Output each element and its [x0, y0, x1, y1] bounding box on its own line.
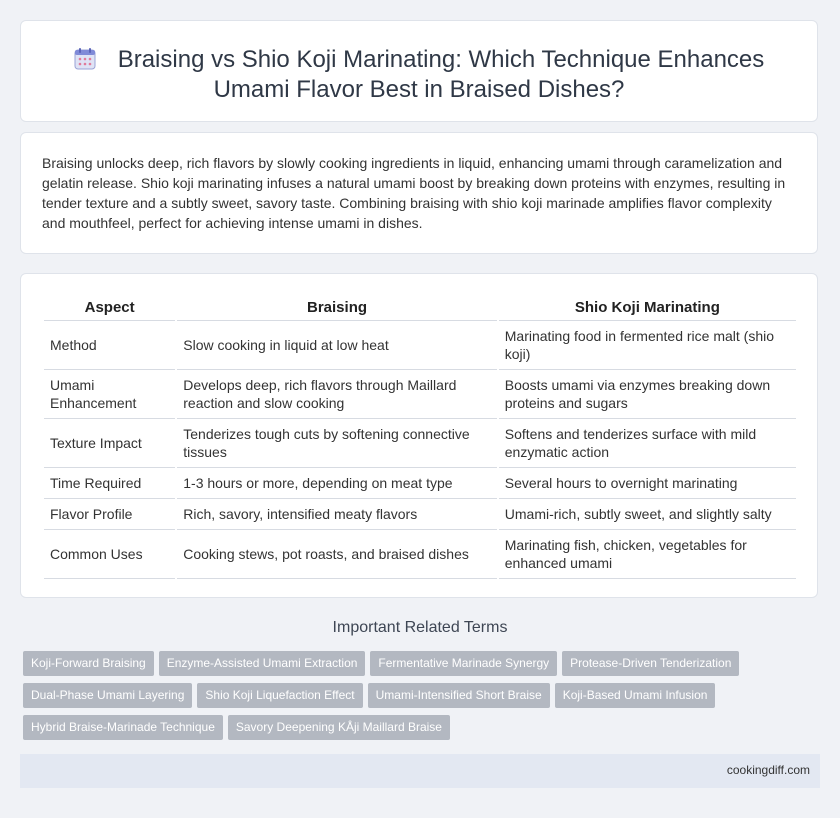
row-braising: Tenderizes tough cuts by softening connective tissues: [177, 419, 497, 468]
row-shio-koji: Marinating fish, chicken, vegetables for enhanced umami: [499, 530, 796, 579]
row-aspect: Time Required: [44, 468, 175, 499]
related-term-tag[interactable]: Enzyme-Assisted Umami Extraction: [159, 651, 366, 676]
table-row: [44, 468, 796, 499]
related-term-tag[interactable]: Dual-Phase Umami Layering: [23, 683, 192, 708]
row-aspect: Texture Impact: [44, 419, 175, 468]
related-term-tag[interactable]: Shio Koji Liquefaction Effect: [197, 683, 362, 708]
table-row: [44, 370, 796, 419]
header-aspect: Aspect: [44, 294, 175, 321]
calendar-icon: [74, 48, 96, 70]
row-braising: 1-3 hours or more, depending on meat type: [177, 468, 497, 499]
header-braising: Braising: [177, 294, 497, 321]
table-row: [44, 530, 796, 579]
row-braising: Develops deep, rich flavors through Maillard reaction and slow cooking: [177, 370, 497, 419]
related-term-tag[interactable]: Koji-Forward Braising: [23, 651, 154, 676]
related-term-tag[interactable]: Protease-Driven Tenderization: [562, 651, 739, 676]
title-card: [20, 20, 818, 122]
row-shio-koji: Umami-rich, subtly sweet, and slightly salty: [499, 499, 796, 530]
row-shio-koji: Marinating food in fermented rice malt (shio koji): [499, 321, 796, 370]
related-term-tag[interactable]: Umami-Intensified Short Braise: [368, 683, 550, 708]
table-row: [44, 419, 796, 468]
row-shio-koji: Several hours to overnight marinating: [499, 468, 796, 499]
table-header-row: [44, 294, 796, 321]
related-term-tag[interactable]: Koji-Based Umami Infusion: [555, 683, 716, 708]
comparison-card: [20, 273, 818, 598]
table-row: [44, 321, 796, 370]
table-row: [44, 499, 796, 530]
row-aspect: Common Uses: [44, 530, 175, 579]
row-braising: Rich, savory, intensified meaty flavors: [177, 499, 497, 530]
row-braising: Cooking stews, pot roasts, and braised dishes: [177, 530, 497, 579]
intro-card: [20, 132, 818, 254]
row-shio-koji: Boosts umami via enzymes breaking down proteins and sugars: [499, 370, 796, 419]
title-line-2: Umami Flavor Best in Braised Dishes?: [213, 76, 625, 103]
header-shio-koji: Shio Koji Marinating: [499, 294, 796, 321]
row-shio-koji: Softens and tenderizes surface with mild enzymatic action: [499, 419, 796, 468]
footer-site-link[interactable]: cookingdiff.com: [726, 763, 810, 777]
title-line-1: Braising vs Shio Koji Marinating: Which Technique Enhances: [117, 46, 765, 73]
comparison-table: [42, 294, 798, 579]
row-aspect: Method: [44, 321, 175, 370]
related-term-tag[interactable]: Savory Deepening KÅji Maillard Braise: [228, 715, 450, 740]
related-term-tag[interactable]: Hybrid Braise-Marinade Technique: [23, 715, 223, 740]
row-braising: Slow cooking in liquid at low heat: [177, 321, 497, 370]
related-terms-list: [23, 651, 823, 747]
footer: [20, 754, 820, 788]
row-aspect: Umami Enhancement: [44, 370, 175, 419]
related-terms-heading: Important Related Terms: [332, 619, 508, 636]
related-term-tag[interactable]: Fermentative Marinade Synergy: [370, 651, 557, 676]
intro-paragraph: Braising unlocks deep, rich flavors by slowly cooking ingredients in liquid, enhancing umami through caramelization and gelatin release. Shio koji marinating infuses a natural umami boost by breaking down proteins with enzymes, resulting in tender texture and a subtly sweet, savory taste. Combining braising with shio koji marinade amplifies flavor complexity and mouthfeel, perfect for achieving intense umami in dishes.: [42, 155, 786, 231]
page-title: [21, 45, 817, 105]
row-aspect: Flavor Profile: [44, 499, 175, 530]
